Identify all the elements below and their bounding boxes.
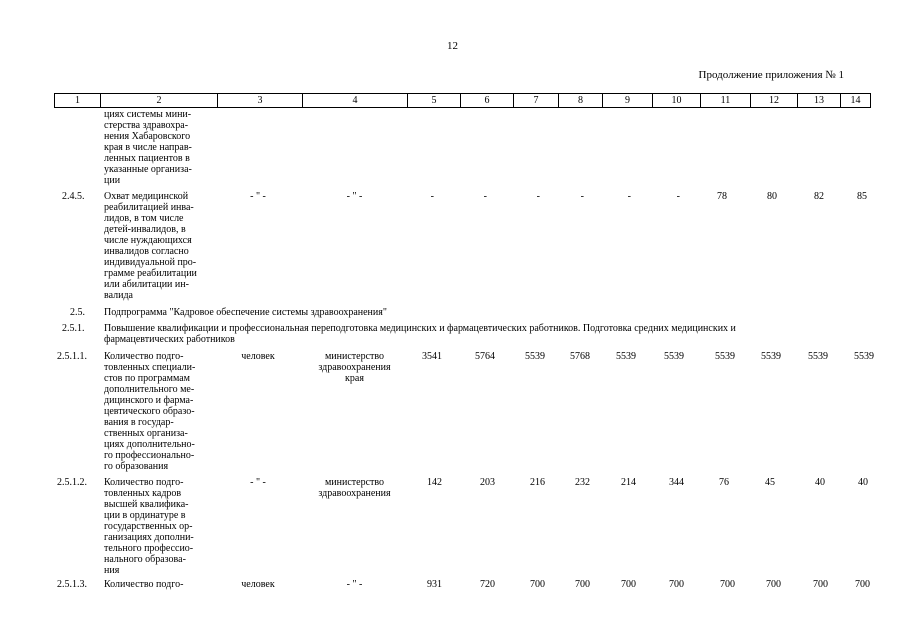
row-name: Количество подго- товленных кадров высшей квалифика- ции в ординатуре в государственных ор- ганизациях дополни- тельного профессио- нального образова- ния (104, 477, 194, 576)
row-value: 5539 (761, 351, 781, 362)
col-13: 13 (797, 94, 840, 107)
row-id: 2.5.1.3. (57, 579, 87, 590)
row-value: 203 (480, 477, 495, 488)
row-value: 700 (855, 579, 870, 590)
row-value: - (430, 191, 434, 202)
col-12: 12 (750, 94, 797, 107)
row-value: - (536, 191, 540, 202)
row-value: 700 (669, 579, 684, 590)
col-2: 2 (100, 94, 217, 107)
row-value: 5539 (525, 351, 545, 362)
col-10: 10 (652, 94, 700, 107)
row-value: 700 (813, 579, 828, 590)
row-value: 40 (858, 477, 868, 488)
col-14: 14 (840, 94, 871, 107)
col-6: 6 (460, 94, 513, 107)
row-unit: - " - (250, 191, 266, 202)
row-value: 5539 (715, 351, 735, 362)
row-name: Количество подго- товленных специали- стов по программам дополнительного ме- дицинского и фарма- цевтического образо- вания в государ- ственных организа- циях дополнительно- го профессионально- го образования (104, 351, 196, 472)
row-value: 80 (767, 191, 777, 202)
row-value: 82 (814, 191, 824, 202)
row-value: 700 (575, 579, 590, 590)
col-5: 5 (407, 94, 460, 107)
row-value: 76 (719, 477, 729, 488)
row-value: 85 (857, 191, 867, 202)
subprogram-title: Подпрограмма "Кадровое обеспечение системы здравоохранения" (104, 307, 387, 318)
row-value: 5764 (475, 351, 495, 362)
col-1: 1 (54, 94, 100, 107)
row-id: 2.5.1.1. (57, 351, 87, 362)
row-value: - (483, 191, 487, 202)
row-unit: человек (241, 579, 275, 590)
row-value: 142 (427, 477, 442, 488)
table-header (54, 93, 871, 108)
row-value: - (676, 191, 680, 202)
row-value: 700 (621, 579, 636, 590)
row-value: 40 (815, 477, 825, 488)
appendix-note: Продолжение приложения № 1 (698, 69, 844, 81)
col-4: 4 (302, 94, 407, 107)
row-value: 700 (720, 579, 735, 590)
subprogram-id: 2.5. (70, 307, 85, 318)
row-value: 5539 (664, 351, 684, 362)
row-responsible: министерство здравоохранения края (318, 351, 391, 384)
row-value: 78 (717, 191, 727, 202)
task-title: Повышение квалификации и профессиональная переподготовка медицинских и фармацевтических работников. Подготовка средних медицинских и фармацевтических работников (104, 323, 736, 345)
task-id: 2.5.1. (62, 323, 85, 334)
row-value: 216 (530, 477, 545, 488)
row-responsible: министерство здравоохранения (318, 477, 391, 499)
row-value: 3541 (422, 351, 442, 362)
row-value: 45 (765, 477, 775, 488)
col-11: 11 (700, 94, 750, 107)
row-name: Количество подго- (104, 579, 184, 590)
row-value: 5539 (808, 351, 828, 362)
row-value: - (627, 191, 631, 202)
row-value: 214 (621, 477, 636, 488)
col-8: 8 (558, 94, 602, 107)
row-value: 700 (766, 579, 781, 590)
row-responsible: - " - (346, 579, 363, 590)
row-responsible: - " - (346, 191, 363, 202)
row-name: Охват медицинской реабилитацией инва- лидов, в том числе детей-инвалидов, в числе нуждающихся инвалидов согласно индивидуальной про- грамме реабилитации или абилитации ин- валида (104, 191, 197, 301)
row-unit: человек (241, 351, 275, 362)
row-id: 2.5.1.2. (57, 477, 87, 488)
row-value: 5539 (854, 351, 874, 362)
page-number: 12 (447, 40, 458, 52)
col-3: 3 (217, 94, 302, 107)
row-value: 5539 (616, 351, 636, 362)
col-7: 7 (513, 94, 558, 107)
row-value: 5768 (570, 351, 590, 362)
row-continuation-name: циях системы мини- стерства здравохра- нения Хабаровского края в числе направ- ленных пациентов в указанные организа- ции (104, 109, 192, 186)
row-value: 344 (669, 477, 684, 488)
row-value: 931 (427, 579, 442, 590)
row-value: 700 (530, 579, 545, 590)
col-9: 9 (602, 94, 652, 107)
row-value: 720 (480, 579, 495, 590)
row-unit: - " - (250, 477, 266, 488)
row-id: 2.4.5. (62, 191, 85, 202)
row-value: 232 (575, 477, 590, 488)
row-value: - (580, 191, 584, 202)
